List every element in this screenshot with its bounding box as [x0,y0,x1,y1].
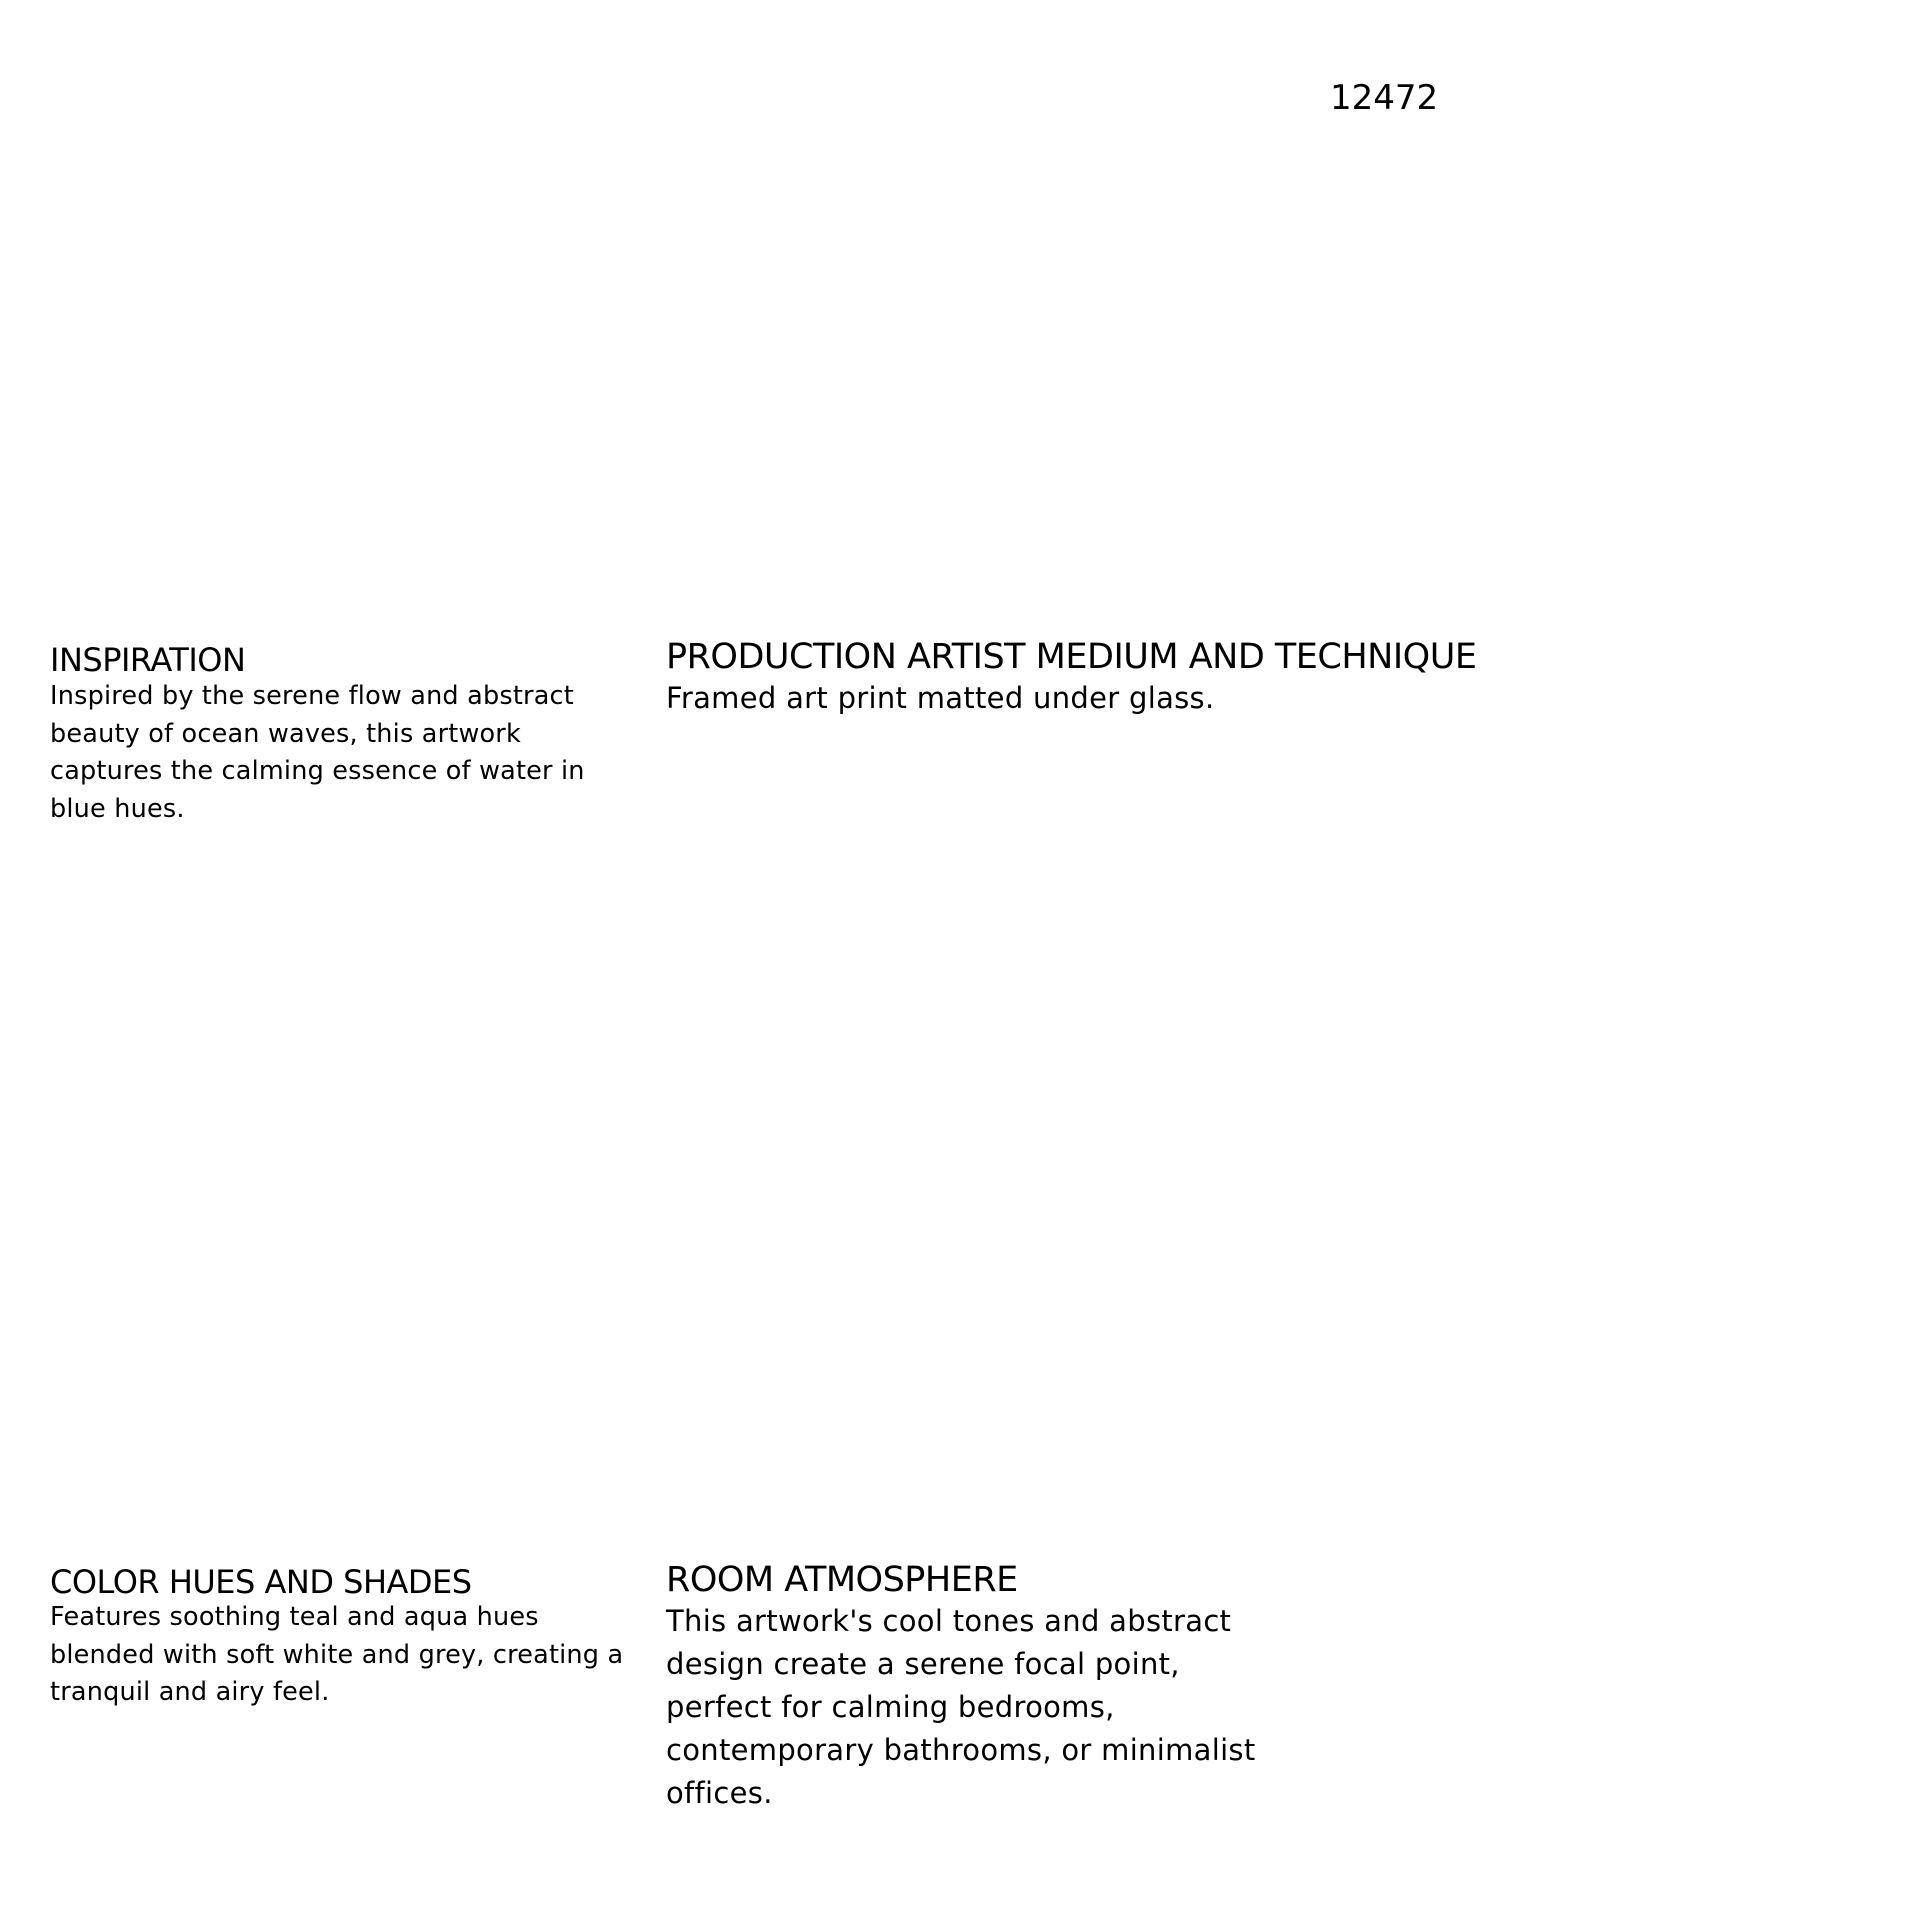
product-id: 12472 [1330,78,1439,118]
production-title: PRODUCTION ARTIST MEDIUM AND TECHNIQUE [666,637,1477,677]
color-hues-title: COLOR HUES AND SHADES [50,1563,472,1601]
room-atmosphere-title: ROOM ATMOSPHERE [666,1560,1018,1600]
room-atmosphere-text: This artwork's cool tones and abstract design create a serene focal point, perfect for calming bedrooms, contemporary bathrooms, or minimalist offices. [666,1604,1256,1810]
production-text: Framed art print matted under glass. [666,681,1215,715]
inspiration-title: INSPIRATION [50,641,246,679]
color-hues-text: Features soothing teal and aqua hues blended with soft white and grey, creating a tranquil and airy feel. [50,1602,624,1707]
inspiration-text: Inspired by the serene flow and abstract beauty of ocean waves, this artwork captures the calming essence of water in blue hues. [50,681,585,824]
